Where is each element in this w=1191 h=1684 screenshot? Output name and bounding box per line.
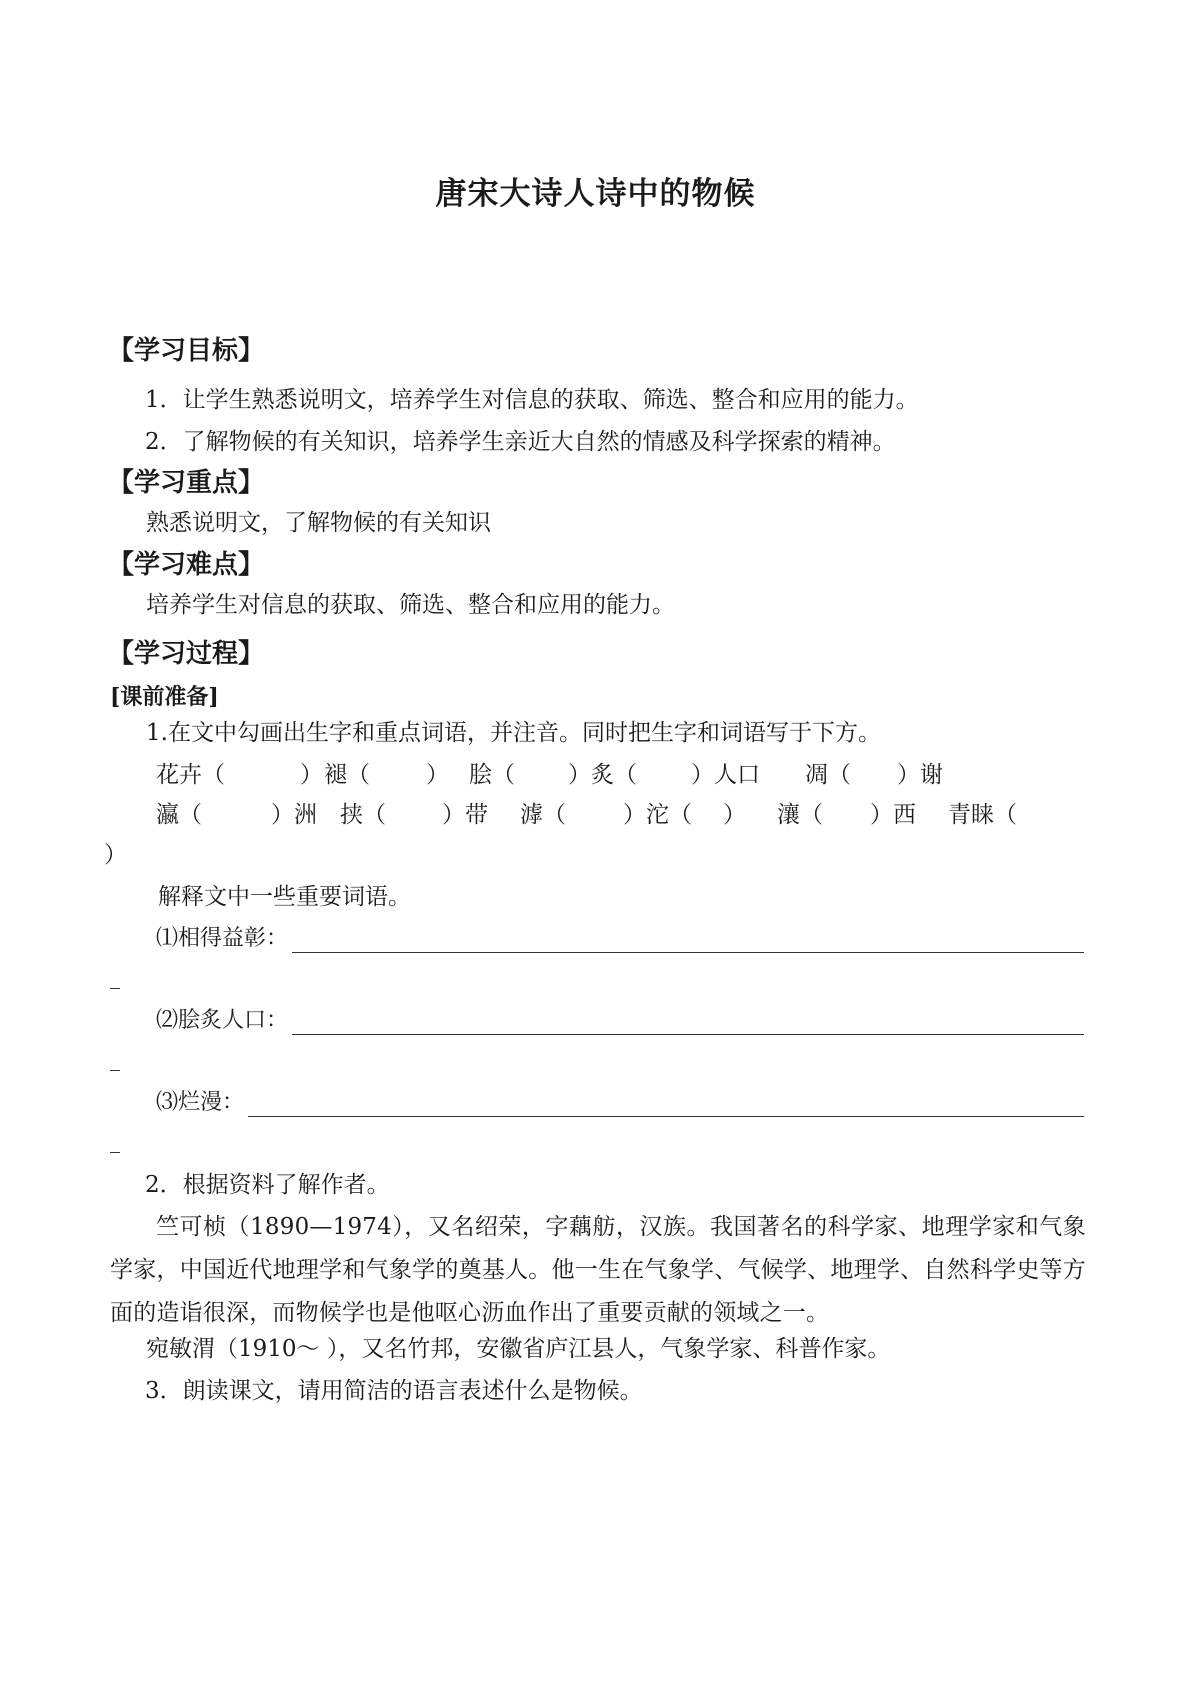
vocab-row-2-wrap: ） bbox=[104, 842, 127, 868]
prep-item-1: 1.在文中勾画出生字和重点词语，并注音。同时把生字和词语写于下方。 bbox=[146, 720, 881, 746]
vocab-word: ）炙（ bbox=[568, 762, 637, 788]
vocab-word: 花卉（ bbox=[156, 762, 225, 788]
key-points-text: 熟悉说明文，了解物候的有关知识 bbox=[146, 510, 491, 536]
difficulty-heading: 【学习难点】 bbox=[108, 550, 265, 580]
vocab-word: 挟（ bbox=[340, 802, 386, 828]
definition-blank[interactable] bbox=[248, 1088, 1084, 1117]
prep-item-3: 3．朗读课文，请用简洁的语言表述什么是物候。 bbox=[145, 1378, 643, 1404]
definition-row-2 bbox=[156, 1006, 1084, 1036]
difficulty-text: 培养学生对信息的获取、筛选、整合和应用的能力。 bbox=[146, 592, 675, 618]
definition-blank[interactable] bbox=[292, 924, 1084, 953]
vocab-word: 青睐（ bbox=[948, 802, 1017, 828]
goal-item-2: 2．了解物候的有关知识，培养学生亲近大自然的情感及科学探索的精神。 bbox=[145, 429, 896, 455]
page-title: 唐宋大诗人诗中的物候 bbox=[435, 176, 756, 212]
vocab-word: ）西 bbox=[870, 802, 916, 828]
definition-row-3 bbox=[156, 1088, 1084, 1118]
vocab-word: ）带 bbox=[442, 802, 488, 828]
vocab-word: ）洲 bbox=[271, 802, 317, 828]
line-continuation-mark bbox=[110, 1152, 120, 1153]
vocab-word: 瀼（ bbox=[777, 802, 823, 828]
prep-heading: [课前准备] bbox=[110, 684, 219, 710]
vocab-word: 脍（ bbox=[469, 762, 515, 788]
vocab-word: 瀛（ bbox=[156, 802, 202, 828]
vocab-word: 凋（ bbox=[805, 762, 851, 788]
definition-blank[interactable] bbox=[292, 1006, 1084, 1035]
author-bio-1: 竺可桢（1890—1974），又名绍荣，字藕舫，汉族。我国著名的科学家、地理学家和气象学家，中国近代地理学和气象学的奠基人。他一生在气象学、气候学、地理学、自然科学史等方面的造诣很深，而物候学也是他呕心沥血作出了重要贡献的领域之一。 bbox=[110, 1214, 1086, 1326]
definition-label: ⑶烂漫： bbox=[156, 1090, 245, 1115]
explain-intro: 解释文中一些重要词语。 bbox=[158, 884, 411, 910]
goals-heading: 【学习目标】 bbox=[108, 336, 265, 366]
line-continuation-mark bbox=[110, 988, 120, 989]
prep-item-2: 2．根据资料了解作者。 bbox=[145, 1172, 390, 1198]
vocab-word: ）人口 bbox=[691, 762, 760, 788]
vocab-word: ）沱（ bbox=[623, 802, 692, 828]
definition-label: ⑴相得益彰： bbox=[156, 926, 289, 951]
definition-row-1 bbox=[156, 924, 1084, 954]
line-continuation-mark bbox=[110, 1070, 120, 1071]
definition-label: ⑵脍炙人口： bbox=[156, 1008, 289, 1033]
vocab-word: 滹（ bbox=[520, 802, 566, 828]
vocab-word: ） bbox=[426, 762, 449, 788]
vocab-word: ） bbox=[723, 802, 746, 828]
author-bio-2: 宛敏渭（1910～ ），又名竹邦，安徽省庐江县人，气象学家、科普作家。 bbox=[146, 1336, 891, 1362]
goal-item-1: 1．让学生熟悉说明文，培养学生对信息的获取、筛选、整合和应用的能力。 bbox=[145, 387, 919, 413]
process-heading: 【学习过程】 bbox=[108, 639, 265, 669]
vocab-word: ） bbox=[300, 762, 323, 788]
vocab-word: 褪（ bbox=[324, 762, 370, 788]
key-points-heading: 【学习重点】 bbox=[108, 468, 265, 498]
vocab-word: ）谢 bbox=[897, 762, 943, 788]
